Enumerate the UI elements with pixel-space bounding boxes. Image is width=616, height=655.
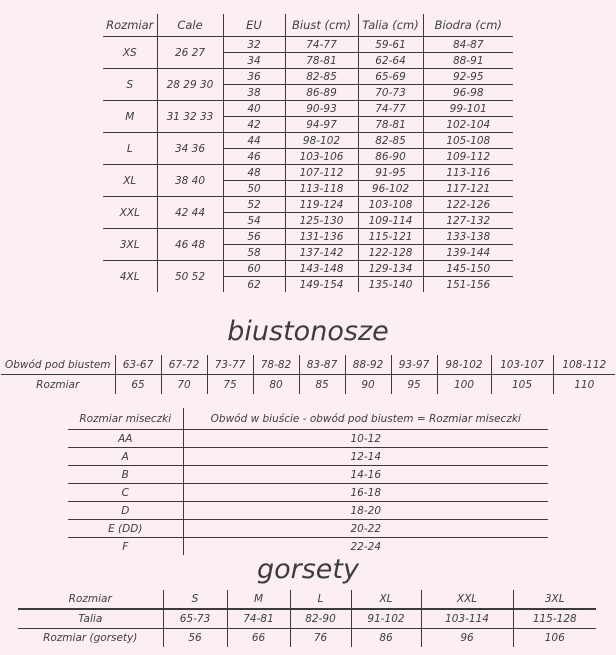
eu-size: 46: [223, 149, 285, 165]
inches-value: 28 29 30: [157, 69, 223, 101]
row-label-waist: Talia: [18, 609, 163, 629]
hip-range: 151-156: [423, 277, 513, 293]
bust-range: 82-85: [285, 69, 358, 85]
corset-size: 56: [163, 629, 227, 648]
corset-size: 106: [513, 629, 596, 648]
bust-range: 107-112: [285, 165, 358, 181]
band-size: 105: [491, 375, 553, 395]
waist-range: 74-77: [358, 101, 423, 117]
table-row: [103, 101, 513, 117]
col-header-biust: Biust (cm): [285, 14, 358, 37]
eu-size: 50: [223, 181, 285, 197]
waist-range: 129-134: [358, 261, 423, 277]
size-label: L: [290, 590, 351, 609]
table-row: [68, 520, 548, 538]
cup-diff-range: 22-24: [183, 538, 548, 556]
hip-range: 113-116: [423, 165, 513, 181]
size-label: XXL: [421, 590, 513, 609]
band-size: 85: [299, 375, 345, 395]
corset-size: 86: [351, 629, 421, 648]
eu-size: 54: [223, 213, 285, 229]
band-size: 80: [253, 375, 299, 395]
underbust-range: 98-102: [437, 355, 491, 375]
col-header-eu: EU: [223, 14, 285, 37]
hip-range: 84-87: [423, 37, 513, 53]
eu-size: 42: [223, 117, 285, 133]
size-label: XXL: [103, 197, 157, 229]
bust-range: 98-102: [285, 133, 358, 149]
corset-waist-row: [18, 609, 596, 629]
hip-range: 139-144: [423, 245, 513, 261]
cup-label: C: [68, 484, 183, 502]
inches-value: 46 48: [157, 229, 223, 261]
bust-range: 137-142: [285, 245, 358, 261]
eu-size: 38: [223, 85, 285, 101]
bust-range: 78-81: [285, 53, 358, 69]
table-row: [103, 133, 513, 149]
size-label: M: [227, 590, 290, 609]
band-size-row: [1, 375, 615, 395]
band-size: 70: [161, 375, 207, 395]
table-row: [103, 69, 513, 85]
bust-range: 119-124: [285, 197, 358, 213]
corset-size: 76: [290, 629, 351, 648]
waist-range: 91-95: [358, 165, 423, 181]
waist-range: 96-102: [358, 181, 423, 197]
waist-range: 115-121: [358, 229, 423, 245]
underbust-range: 78-82: [253, 355, 299, 375]
size-label: M: [103, 101, 157, 133]
cup-label: AA: [68, 430, 183, 448]
bust-range: 131-136: [285, 229, 358, 245]
bust-range: 86-89: [285, 85, 358, 101]
eu-size: 34: [223, 53, 285, 69]
waist-range: 78-81: [358, 117, 423, 133]
inches-value: 26 27: [157, 37, 223, 69]
eu-size: 56: [223, 229, 285, 245]
underbust-range: 83-87: [299, 355, 345, 375]
cup-label: D: [68, 502, 183, 520]
table-row: [103, 165, 513, 181]
waist-range: 65-73: [163, 609, 227, 629]
band-size: 90: [345, 375, 391, 395]
col-header-biodra: Biodra (cm): [423, 14, 513, 37]
corset-size-number-row: [18, 629, 596, 648]
waist-range: 109-114: [358, 213, 423, 229]
hip-range: 122-126: [423, 197, 513, 213]
size-label: XL: [351, 590, 421, 609]
cup-size-table: [68, 408, 548, 555]
bust-range: 143-148: [285, 261, 358, 277]
hip-range: 109-112: [423, 149, 513, 165]
eu-size: 40: [223, 101, 285, 117]
section-title-bras: biustonosze: [227, 316, 389, 347]
underbust-range: 67-72: [161, 355, 207, 375]
table-row: [68, 484, 548, 502]
size-label: L: [103, 133, 157, 165]
col-header-cup-formula: Obwód w biuście - obwód pod biustem = Rozmiar miseczki: [183, 408, 548, 430]
eu-size: 48: [223, 165, 285, 181]
cup-label: E (DD): [68, 520, 183, 538]
size-label: 3XL: [513, 590, 596, 609]
cup-diff-range: 14-16: [183, 466, 548, 484]
band-size: 65: [115, 375, 161, 395]
cup-label: B: [68, 466, 183, 484]
cup-diff-range: 10-12: [183, 430, 548, 448]
hip-range: 145-150: [423, 261, 513, 277]
table-row: [68, 448, 548, 466]
waist-range: 103-108: [358, 197, 423, 213]
size-label: S: [103, 69, 157, 101]
hip-range: 105-108: [423, 133, 513, 149]
size-table: [103, 14, 513, 292]
hip-range: 133-138: [423, 229, 513, 245]
cup-table-header-row: [68, 408, 548, 430]
size-label: XL: [103, 165, 157, 197]
cup-diff-range: 12-14: [183, 448, 548, 466]
row-label-corset-size: Rozmiar (gorsety): [43, 632, 138, 644]
eu-size: 58: [223, 245, 285, 261]
eu-size: 44: [223, 133, 285, 149]
bust-range: 113-118: [285, 181, 358, 197]
waist-range: 62-64: [358, 53, 423, 69]
bust-range: 149-154: [285, 277, 358, 293]
col-header-cup-size: Rozmiar miseczki: [68, 408, 183, 430]
hip-range: 127-132: [423, 213, 513, 229]
row-label-size: Rozmiar: [18, 590, 163, 609]
col-header-rozmiar: Rozmiar: [103, 14, 157, 37]
waist-range: 135-140: [358, 277, 423, 293]
eu-size: 32: [223, 37, 285, 53]
hip-range: 88-91: [423, 53, 513, 69]
corset-size-row: [18, 590, 596, 609]
size-label: 3XL: [103, 229, 157, 261]
size-table-header-row: [103, 14, 513, 37]
size-label: 4XL: [103, 261, 157, 293]
row-label-size: Rozmiar: [36, 378, 80, 391]
waist-range: 82-85: [358, 133, 423, 149]
eu-size: 62: [223, 277, 285, 293]
band-size: 110: [553, 375, 615, 395]
hip-range: 102-104: [423, 117, 513, 133]
hip-range: 92-95: [423, 69, 513, 85]
size-label: XS: [103, 37, 157, 69]
col-header-talia: Talia (cm): [358, 14, 423, 37]
cup-label: A: [68, 448, 183, 466]
bust-range: 74-77: [285, 37, 358, 53]
band-size: 100: [437, 375, 491, 395]
cup-diff-range: 20-22: [183, 520, 548, 538]
waist-range: 70-73: [358, 85, 423, 101]
row-label-underbust: Obwód pod biustem: [1, 355, 115, 375]
underbust-range: 93-97: [391, 355, 437, 375]
waist-range: 115-128: [513, 609, 596, 629]
cup-label: F: [122, 540, 129, 553]
bust-range: 125-130: [285, 213, 358, 229]
corset-size: 96: [421, 629, 513, 648]
cup-diff-range: 16-18: [183, 484, 548, 502]
table-row: [103, 37, 513, 53]
waist-range: 59-61: [358, 37, 423, 53]
eu-size: 60: [223, 261, 285, 277]
inches-value: 42 44: [157, 197, 223, 229]
eu-size: 36: [223, 69, 285, 85]
bust-range: 90-93: [285, 101, 358, 117]
table-row: [103, 261, 513, 277]
waist-range: 91-102: [351, 609, 421, 629]
hip-range: 117-121: [423, 181, 513, 197]
inches-value: 34 36: [157, 133, 223, 165]
underbust-range: 103-107: [491, 355, 553, 375]
inches-value: 50 52: [157, 261, 223, 293]
waist-range: 82-90: [290, 609, 351, 629]
underbust-range: 108-112: [553, 355, 615, 375]
bust-range: 103-106: [285, 149, 358, 165]
eu-size: 52: [223, 197, 285, 213]
table-row: [103, 229, 513, 245]
table-row: [68, 430, 548, 448]
hip-range: 99-101: [423, 101, 513, 117]
underbust-row: [1, 355, 615, 375]
table-row: [68, 466, 548, 484]
col-header-cale: Cale: [157, 14, 223, 37]
hip-range: 96-98: [423, 85, 513, 101]
size-label: S: [163, 590, 227, 609]
waist-range: 103-114: [421, 609, 513, 629]
underbust-range: 88-92: [345, 355, 391, 375]
waist-range: 122-128: [358, 245, 423, 261]
underbust-range: 63-67: [115, 355, 161, 375]
corset-size-table: [18, 590, 596, 647]
cup-diff-range: 18-20: [183, 502, 548, 520]
band-size: 95: [391, 375, 437, 395]
table-row: [103, 197, 513, 213]
table-row: [68, 502, 548, 520]
waist-range: 65-69: [358, 69, 423, 85]
inches-value: 31 32 33: [157, 101, 223, 133]
bra-band-table: [1, 355, 615, 394]
section-title-corsets: gorsety: [256, 554, 359, 585]
band-size: 75: [207, 375, 253, 395]
waist-range: 74-81: [227, 609, 290, 629]
corset-size: 66: [227, 629, 290, 648]
waist-range: 86-90: [358, 149, 423, 165]
underbust-range: 73-77: [207, 355, 253, 375]
inches-value: 38 40: [157, 165, 223, 197]
bust-range: 94-97: [285, 117, 358, 133]
